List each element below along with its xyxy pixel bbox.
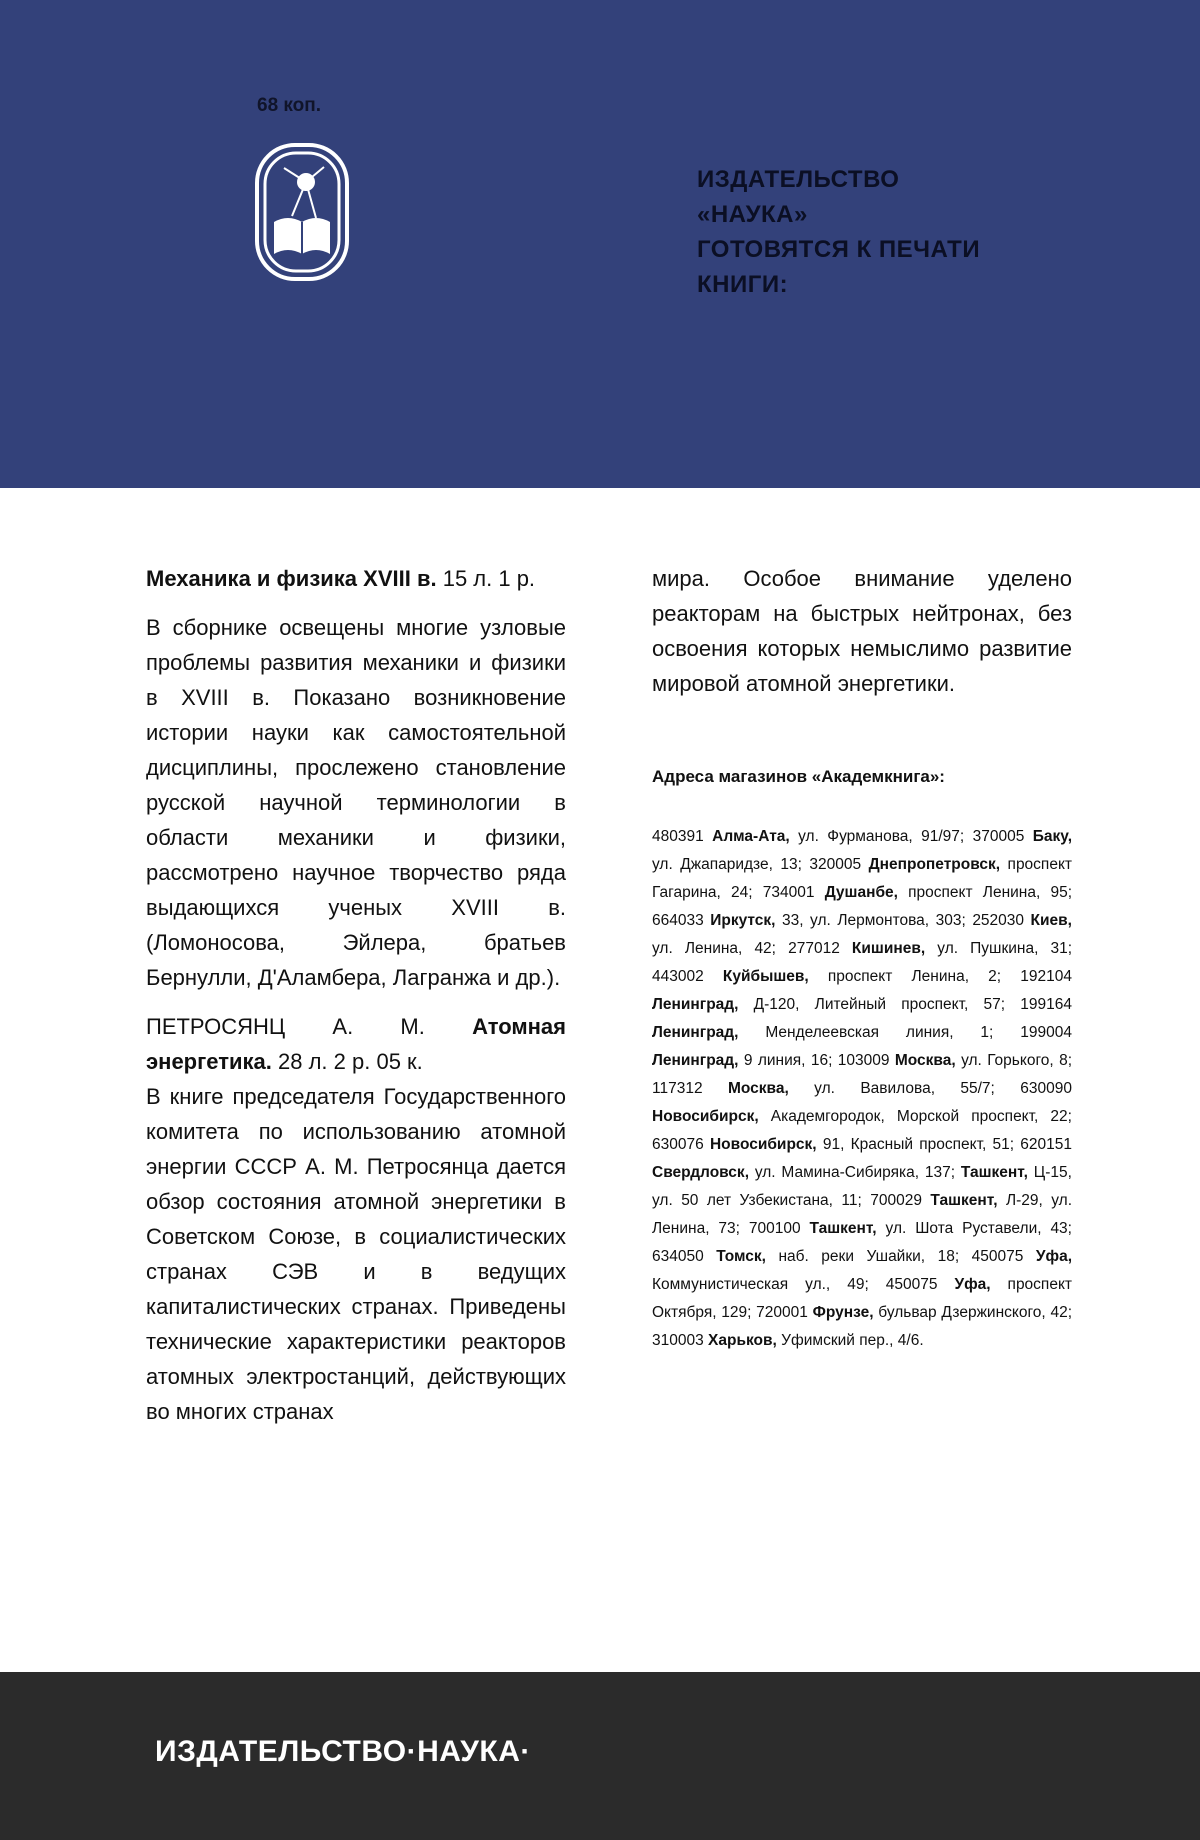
address-street: ул. Пушкина, 31; <box>937 940 1073 957</box>
address-entry <box>838 1052 1072 1069</box>
address-street: ул. Джапаридзе, 13; <box>652 856 810 873</box>
address-street: Ц-15, ул. 50 лет Узбекистана, 11; <box>652 1164 1072 1209</box>
address-street: ул. Горького, 8; <box>961 1052 1072 1069</box>
address-street: 91, Красный проспект, 51; <box>822 1136 1021 1153</box>
address-entry <box>652 1080 1020 1097</box>
address-city: Душанбе, <box>824 884 909 901</box>
footer-publisher-name: ИЗДАТЕЛЬСТВО·НАУКА· <box>155 1735 531 1768</box>
address-postcode: 450075 <box>885 1276 955 1293</box>
address-entry <box>652 828 973 845</box>
book-1-details: 15 л. 1 р. <box>442 566 536 591</box>
address-city: Ташкент, <box>960 1164 1034 1181</box>
address-city: Днепропетровск, <box>868 856 1008 873</box>
address-postcode: 480391 <box>652 828 713 845</box>
address-entry <box>652 1332 924 1349</box>
book-1-heading <box>146 561 566 596</box>
address-entry <box>763 884 1072 901</box>
address-postcode: 720001 <box>756 1304 813 1321</box>
address-street: проспект Гагарина, 24; <box>652 856 1072 901</box>
address-street: наб. реки Ушайки, 18; <box>778 1248 972 1265</box>
address-entry <box>652 912 972 929</box>
address-postcode: 700100 <box>748 1220 810 1237</box>
address-street: бульвар Дзержинского, 42; <box>878 1304 1072 1321</box>
book-1-title: Механика и физика XVIII в. <box>146 566 437 591</box>
address-street: 33, ул. Лермонтова, 303; <box>782 912 973 929</box>
address-city: Киев, <box>1030 912 1072 929</box>
address-street: проспект Октября, 129; <box>652 1276 1072 1321</box>
address-postcode: 252030 <box>972 912 1031 929</box>
right-column <box>652 561 1072 1355</box>
address-street: ул. Шота Руставели, 43; <box>885 1220 1072 1237</box>
address-city: Харьков, <box>708 1332 782 1349</box>
address-city: Москва, <box>894 1052 962 1069</box>
book-2-title: Атомная энергетика. <box>146 1014 566 1074</box>
address-postcode: 277012 <box>788 940 852 957</box>
address-city: Москва, <box>727 1080 815 1097</box>
publisher-line: «НАУКА» <box>697 201 808 228</box>
address-street: проспект Ленина, 95; <box>908 884 1073 901</box>
address-postcode: 620151 <box>1020 1136 1072 1153</box>
address-street: Коммунистическая ул., 49; <box>652 1276 886 1293</box>
address-city: Ленинград, <box>652 1024 766 1041</box>
address-city: Свердловск, <box>652 1164 755 1181</box>
address-postcode: 370005 <box>972 828 1033 845</box>
book-2-heading <box>146 1009 566 1079</box>
address-postcode: 450075 <box>971 1248 1036 1265</box>
address-city: Куйбышев, <box>722 968 828 985</box>
publisher-announcement <box>697 162 1097 302</box>
address-city: Ленинград, <box>652 1052 744 1069</box>
address-postcode: 192104 <box>1020 968 1073 985</box>
cover-footer-band <box>0 1672 1200 1840</box>
book-2-description: В книге председателя Государственного комитета по использованию атомной энергии СССР А. М. Петросянца дается обзор состояния атомной энергетики в Советском Союзе, в социалистических странах СЭВ и в ведущих капиталистических странах. Приведены технические характеристики реакторов атомных электростанций, действующих во многих странах <box>146 1084 566 1424</box>
address-postcode: 734001 <box>762 884 825 901</box>
address-street: Менделеевская линия, 1; <box>765 1024 1021 1041</box>
address-city: Кишинев, <box>851 940 938 957</box>
address-entry <box>749 1220 1072 1237</box>
address-city: Новосибирск, <box>709 1136 823 1153</box>
address-postcode: 664033 <box>652 912 711 929</box>
address-street: ул. Мамина-Сибиряка, 137; <box>754 1164 961 1181</box>
address-postcode: 103009 <box>837 1052 895 1069</box>
address-city: Алма-Ата, <box>712 828 799 845</box>
address-postcode: 117312 <box>652 1080 728 1097</box>
addresses-list <box>652 823 1072 1355</box>
publisher-line: КНИГИ: <box>697 271 789 298</box>
address-city: Ташкент, <box>809 1220 886 1237</box>
address-postcode: 630076 <box>652 1136 710 1153</box>
address-entry <box>756 1304 1072 1321</box>
address-city: Фрунзе, <box>812 1304 879 1321</box>
address-entry <box>652 1248 972 1265</box>
address-city: Иркутск, <box>710 912 782 929</box>
address-postcode: 199164 <box>1020 996 1072 1013</box>
address-postcode: 700029 <box>870 1192 931 1209</box>
left-column <box>146 561 566 1429</box>
cover-header-band <box>0 0 1200 488</box>
address-entry <box>788 940 1072 957</box>
addresses-title: Адреса магазинов «Академкнига»: <box>652 767 945 786</box>
address-city: Баку, <box>1032 828 1073 845</box>
address-street: ул. Фурманова, 91/97; <box>798 828 973 845</box>
address-street: ул. Вавилова, 55/7; <box>814 1080 1021 1097</box>
address-postcode: 199004 <box>1020 1024 1072 1041</box>
address-city: Томск, <box>716 1248 779 1265</box>
address-street: проспект Ленина, 2; <box>827 968 1021 985</box>
address-postcode: 634050 <box>652 1248 717 1265</box>
book-2-author: ПЕТРОСЯНЦ А. М. <box>146 1014 425 1039</box>
address-street: Л-29, ул. Ленина, 73; <box>652 1192 1073 1237</box>
nauka-emblem-icon <box>254 142 350 282</box>
price-label: 68 коп. <box>257 95 322 116</box>
address-postcode: 630090 <box>1020 1080 1072 1097</box>
address-entry <box>652 968 1020 985</box>
address-postcode: 310003 <box>652 1332 709 1349</box>
book-2-details: 28 л. 2 р. 05 к. <box>278 1049 423 1074</box>
address-street: Уфимский пер., 4/6. <box>781 1332 924 1349</box>
address-city: Новосибирск, <box>652 1108 771 1125</box>
book-2-description-continued: мира. Особое внимание уделено реакторам на быстрых нейтронах, без освоения которых немыслимо развитие мировой атомной энергетики. <box>652 566 1072 696</box>
address-postcode: 443002 <box>652 968 723 985</box>
address-street: 9 линия, 16; <box>743 1052 838 1069</box>
address-street: ул. Ленина, 42; <box>652 940 789 957</box>
address-city: Уфа, <box>954 1276 1008 1293</box>
book-1-description: В сборнике освещены многие узловые проблемы развития механики и физики в XVIII в. Показано возникновение истории науки как самостоятельной дисциплины, прослежено становление русской научной терминологии в области механики и физики, рассмотрено научное творчество ряда выдающихся ученых XVIII в. (Ломоносова, Эйлера, братьев Бернулли, Д'Аламбера, Лагранжа и др.). <box>146 615 566 990</box>
address-postcode: 320005 <box>809 856 869 873</box>
publisher-line: ГОТОВЯТСЯ К ПЕЧАТИ <box>697 236 981 263</box>
address-city: Ташкент, <box>930 1192 1006 1209</box>
address-street: Д-120, Литейный проспект, 57; <box>753 996 1021 1013</box>
address-street: Академгородок, Морской проспект, 22; <box>770 1108 1072 1125</box>
publisher-line: ИЗДАТЕЛЬСТВО <box>697 166 900 193</box>
address-city: Уфа, <box>1035 1248 1073 1265</box>
address-entry <box>652 1136 1020 1153</box>
address-city: Ленинград, <box>652 996 754 1013</box>
